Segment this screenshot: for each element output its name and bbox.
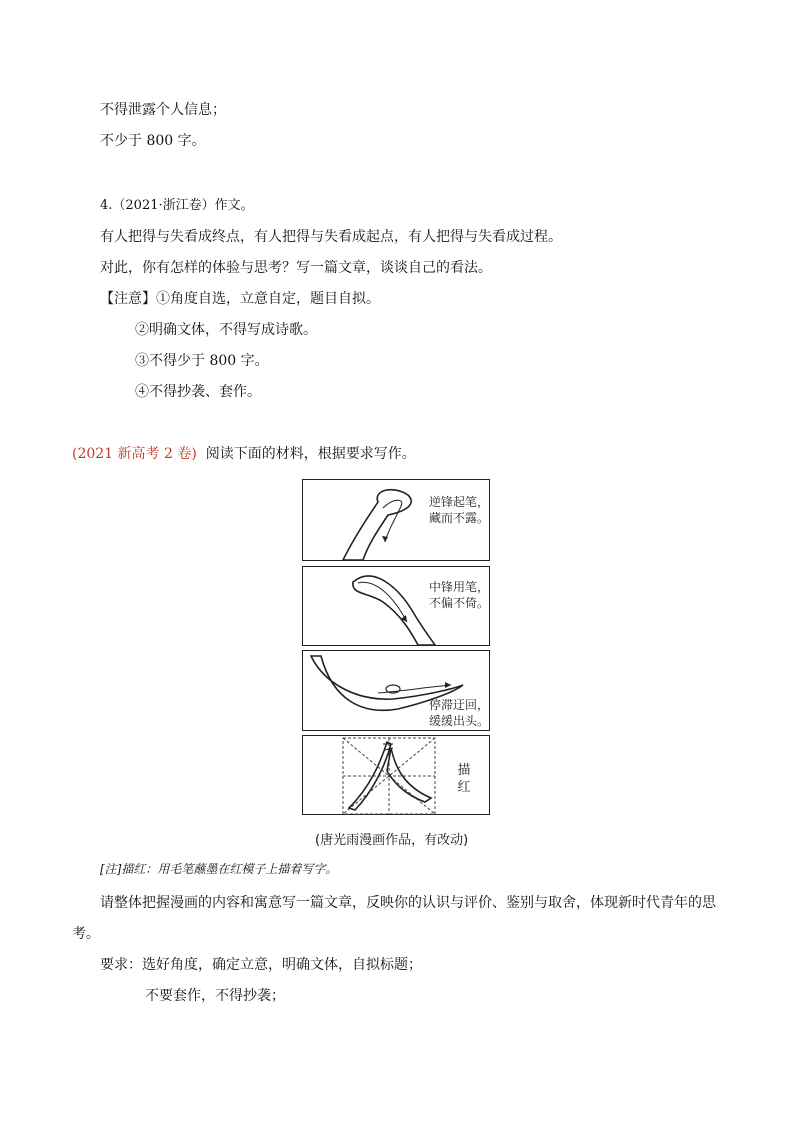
note-item: ④不得抄袭、套作。 — [135, 384, 261, 400]
note-item: ①角度自选，立意自定，题目自拟。 — [156, 291, 380, 307]
panel-caption — [427, 697, 491, 729]
paragraph: 考。 — [72, 926, 100, 942]
panel-caption — [449, 762, 479, 796]
question-heading: 4.（2021·浙江卷）作文。 — [100, 198, 254, 213]
note-label: 【注意】 — [100, 291, 156, 307]
note-item: ③不得少于 800 字。 — [135, 353, 269, 369]
panel-caption-line: 红 — [457, 780, 471, 795]
panel-caption-line: 缓缓出头。 — [428, 714, 489, 728]
comic-panel-2 — [302, 566, 490, 646]
comic-panel-3 — [302, 650, 490, 731]
note-line — [100, 290, 380, 308]
panel-caption-line: 停滞迂回， — [428, 698, 489, 712]
panel-caption — [427, 494, 491, 526]
text-line: 不少于 800 字。 — [100, 133, 206, 149]
question-heading — [72, 445, 416, 463]
panel-caption-line: 中锋用笔， — [428, 580, 489, 594]
paragraph: 有人把得与失看成终点，有人把得与失看成起点，有人把得与失看成过程。 — [100, 229, 562, 245]
requirement-line: 要求：选好角度，确定立意，明确文体，自拟标题； — [100, 957, 422, 973]
comic-panel-1 — [302, 479, 490, 561]
figure-caption: (唐光雨漫画作品，有改动) — [315, 833, 469, 848]
text-line: 不得泄露个人信息； — [100, 102, 226, 118]
panel-caption-line: 不偏不倚。 — [428, 596, 489, 610]
panel-caption-line: 逆锋起笔， — [428, 495, 489, 509]
intro-text: 阅读下面的材料，根据要求写作。 — [205, 446, 416, 462]
panel-caption-line: 描 — [457, 763, 471, 778]
paragraph: 请整体把握漫画的内容和寓意写一篇文章，反映你的认识与评价、鉴别与取舍，体现新时代青年的思 — [100, 895, 716, 911]
paragraph: 对此，你有怎样的体验与思考？写一篇文章，谈谈自己的看法。 — [100, 260, 492, 276]
note-item: ②明确文体，不得写成诗歌。 — [135, 322, 317, 338]
panel-caption — [427, 579, 491, 611]
panel-caption-line: 藏而不露。 — [428, 511, 489, 525]
source-label: (2021 新高考 2 卷) — [72, 446, 197, 462]
comic-panel-4 — [302, 735, 490, 815]
footnote: [注]描红：用毛笔蘸墨在红模子上描着写字。 — [100, 862, 338, 876]
requirement-line: 不要套作，不得抄袭； — [145, 988, 285, 1004]
